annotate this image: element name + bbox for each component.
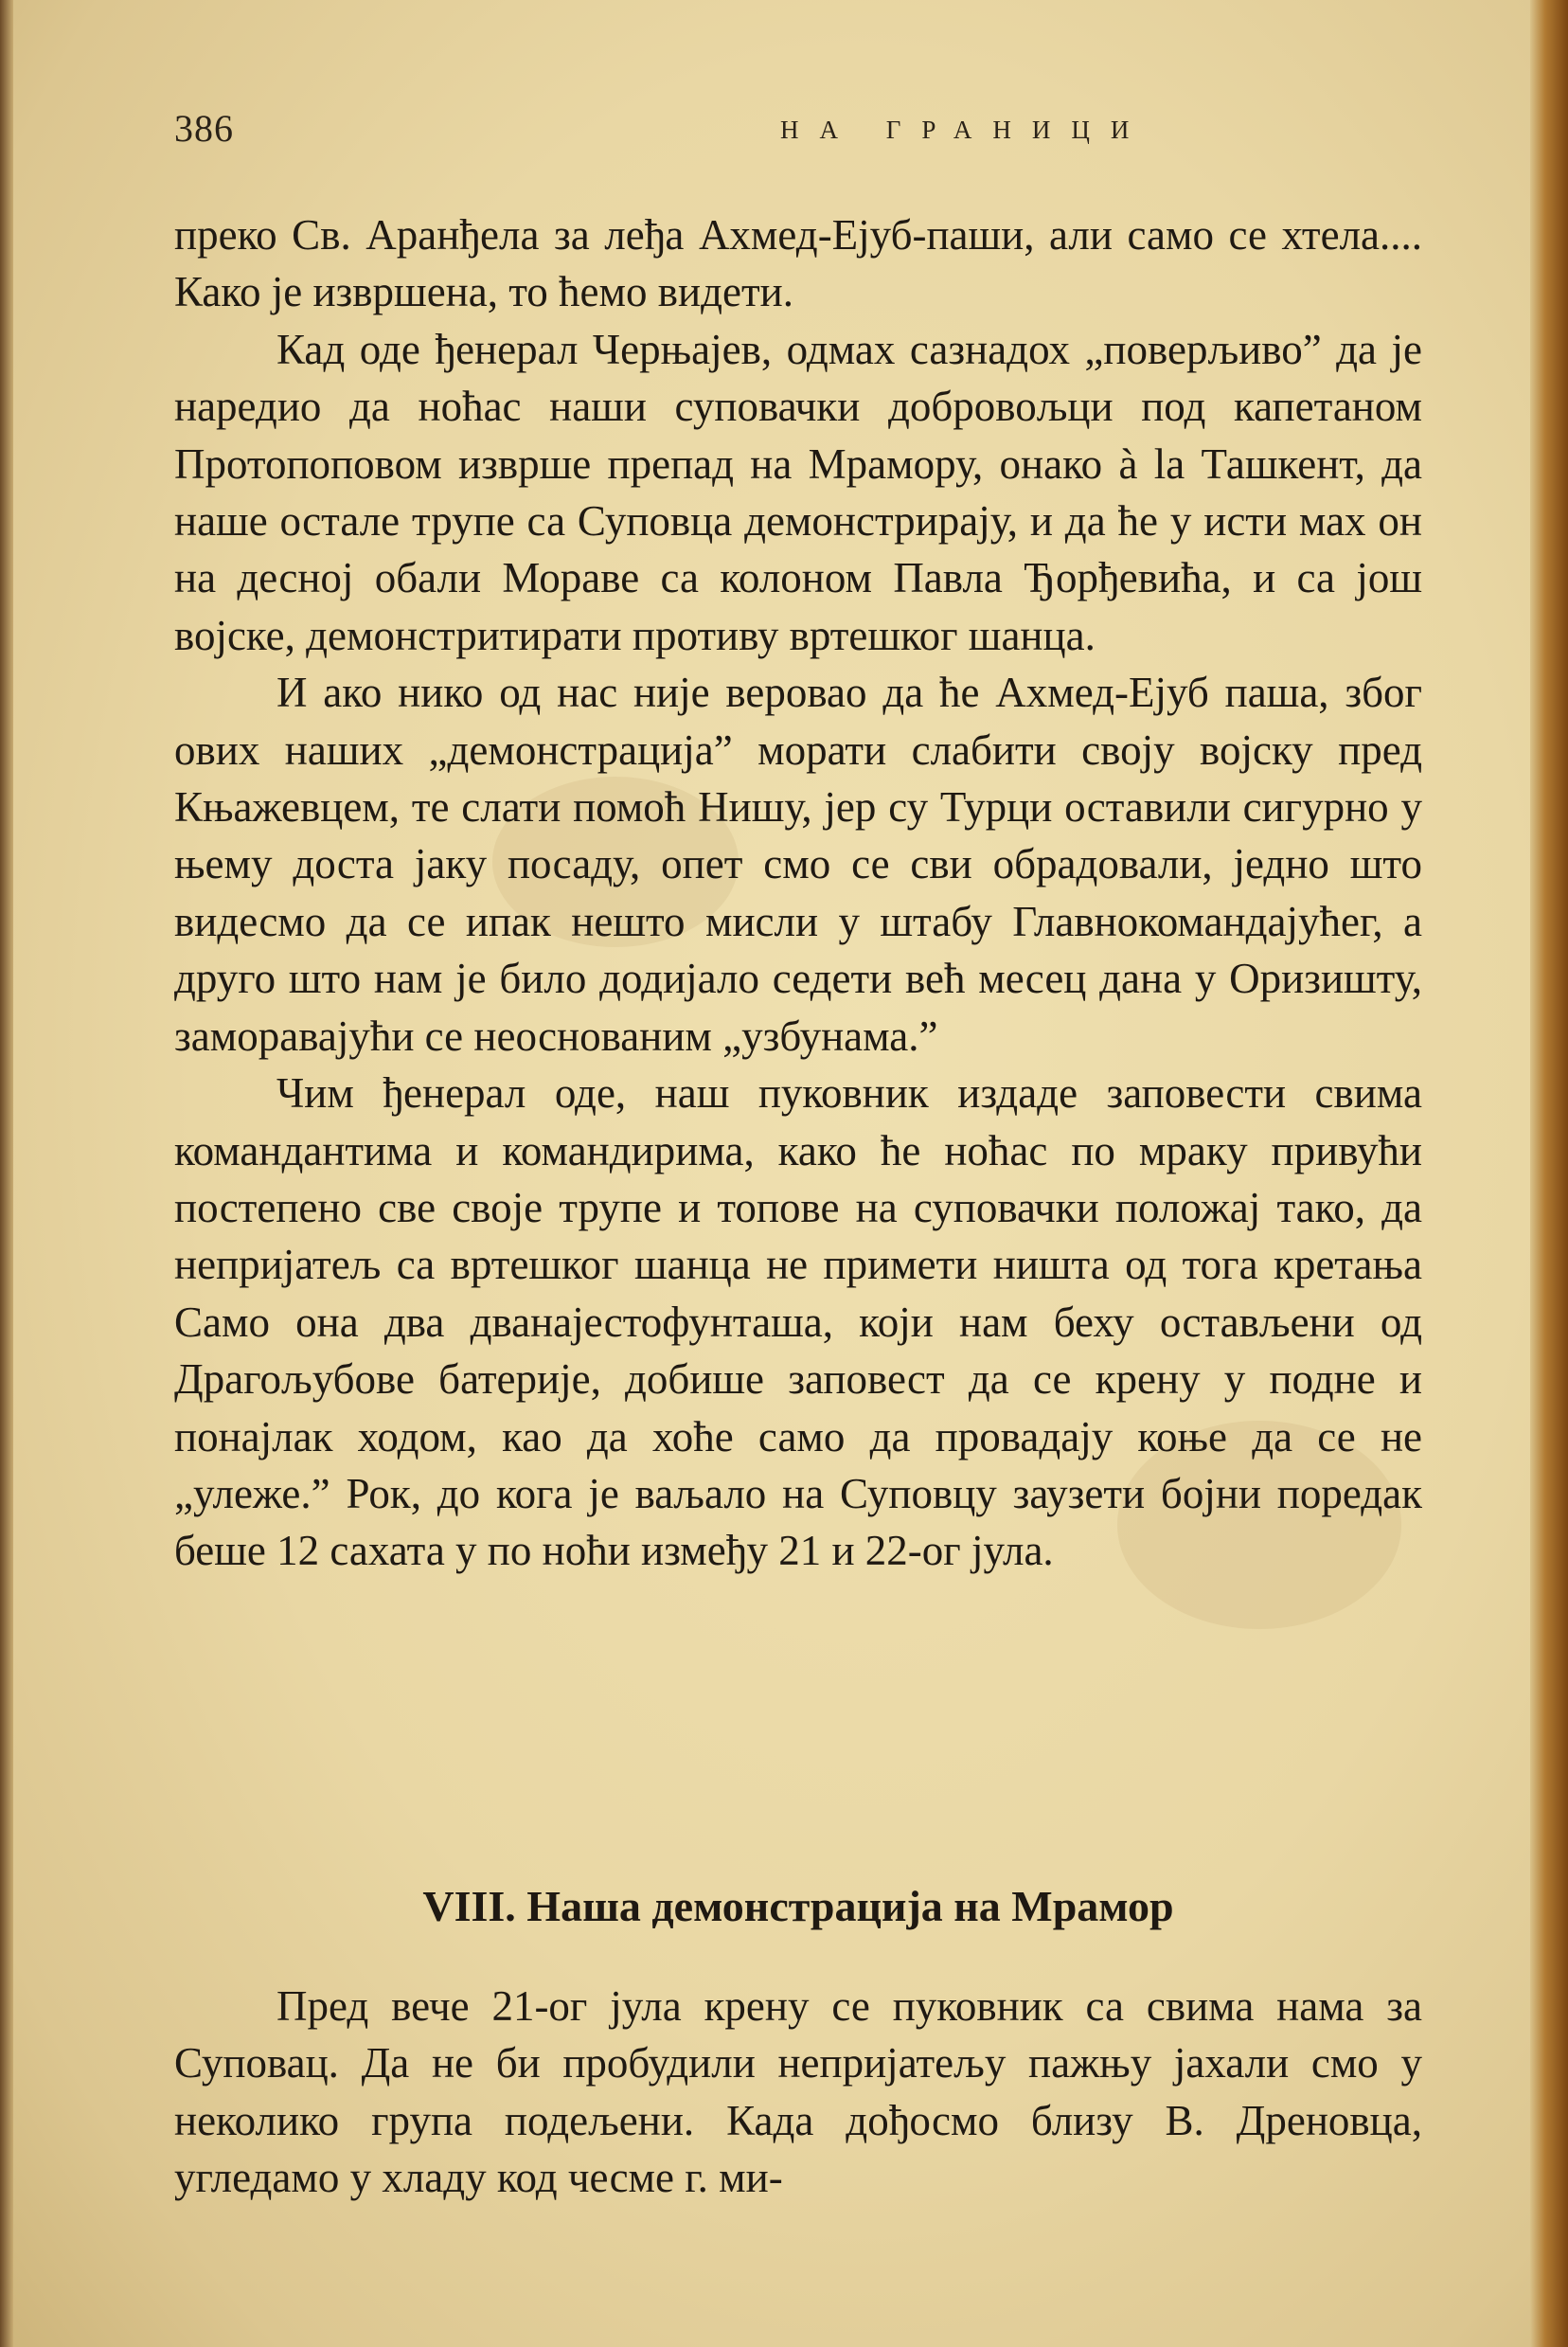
running-title: НА ГРАНИЦИ [780,116,1150,144]
scan-edge-right [1530,0,1568,2347]
section-body-text [174,1978,1422,2207]
body-text [174,206,1422,1580]
paragraph-2: Кад оде ђенерал Черњајев, одмах сазнадох „поверљиво” да је наредио да ноћас наши суповачки добровољци под капетаном Протопоповом изврше препад на Мрамору, онако à la Ташкент, да наше остале трупе са Суповца демонстрирају, и да ће у исти мах он на десној обали Мораве са колоном Павла Ђорђевића, и са још војске, демонстритирати противу вртешког шанца. [174,325,1422,659]
page-header [174,106,1434,163]
section-heading: VIII. Наша демонстрација на Мрамор [422,1882,1174,1930]
section-paragraph-1: Пред вече 21-ог јула крену се пуковник са свима нама за Суповац. Да не би пробудили непријатељу пажњу јахали смо у неколико група подељени. Када дођосмо близу В. Дреновца, угледамо у хладу код чесме г. ми- [174,1982,1422,2202]
paragraph-1: преко Св. Аранђела за леђа Ахмед-Ејуб-паши, али само се хтела.... Како је извршена, то ћемо видети. [174,211,1422,316]
scan-edge-left [0,0,13,2347]
paragraph-3: И ако нико од нас није веровао да ће Ахмед-Ејуб паша, због ових наших „демонстрација” морати слабити своју војску пред Књажевцем, те слати помоћ Нишу, јер су Турци оставили сигурно у њему доста јаку посаду, опет смо се сви обрадовали, једно што видесмо да се ипак нешто мисли у штабу Главнокомандајућег, а друго што нам је било додијало седети већ месец дана у Оризишту, заморавајући се неоснованим „узбунама.” [174,669,1422,1060]
paragraph-4: Чим ђенерал оде, наш пуковник издаде заповести свима командантима и командирима, како ће ноћас по мраку привући постепено све своје трупе и топове на суповачки положај тако, да непријатељ са вртешког шанца не примети ништа од тога кретања Само она два дванајестофунташа, који нам беху остављени од Драгољубове батерије, добише заповест да се крену у подне и понајлак ходом, као да хоће само да провадају коње да се не „улеже.” Рок, до кога је ваљало на Суповцу заузети бојни поредак беше 12 сахата у по ноћи између 21 и 22-ог јула. [174,1069,1422,1575]
page-number: 386 [174,107,234,150]
